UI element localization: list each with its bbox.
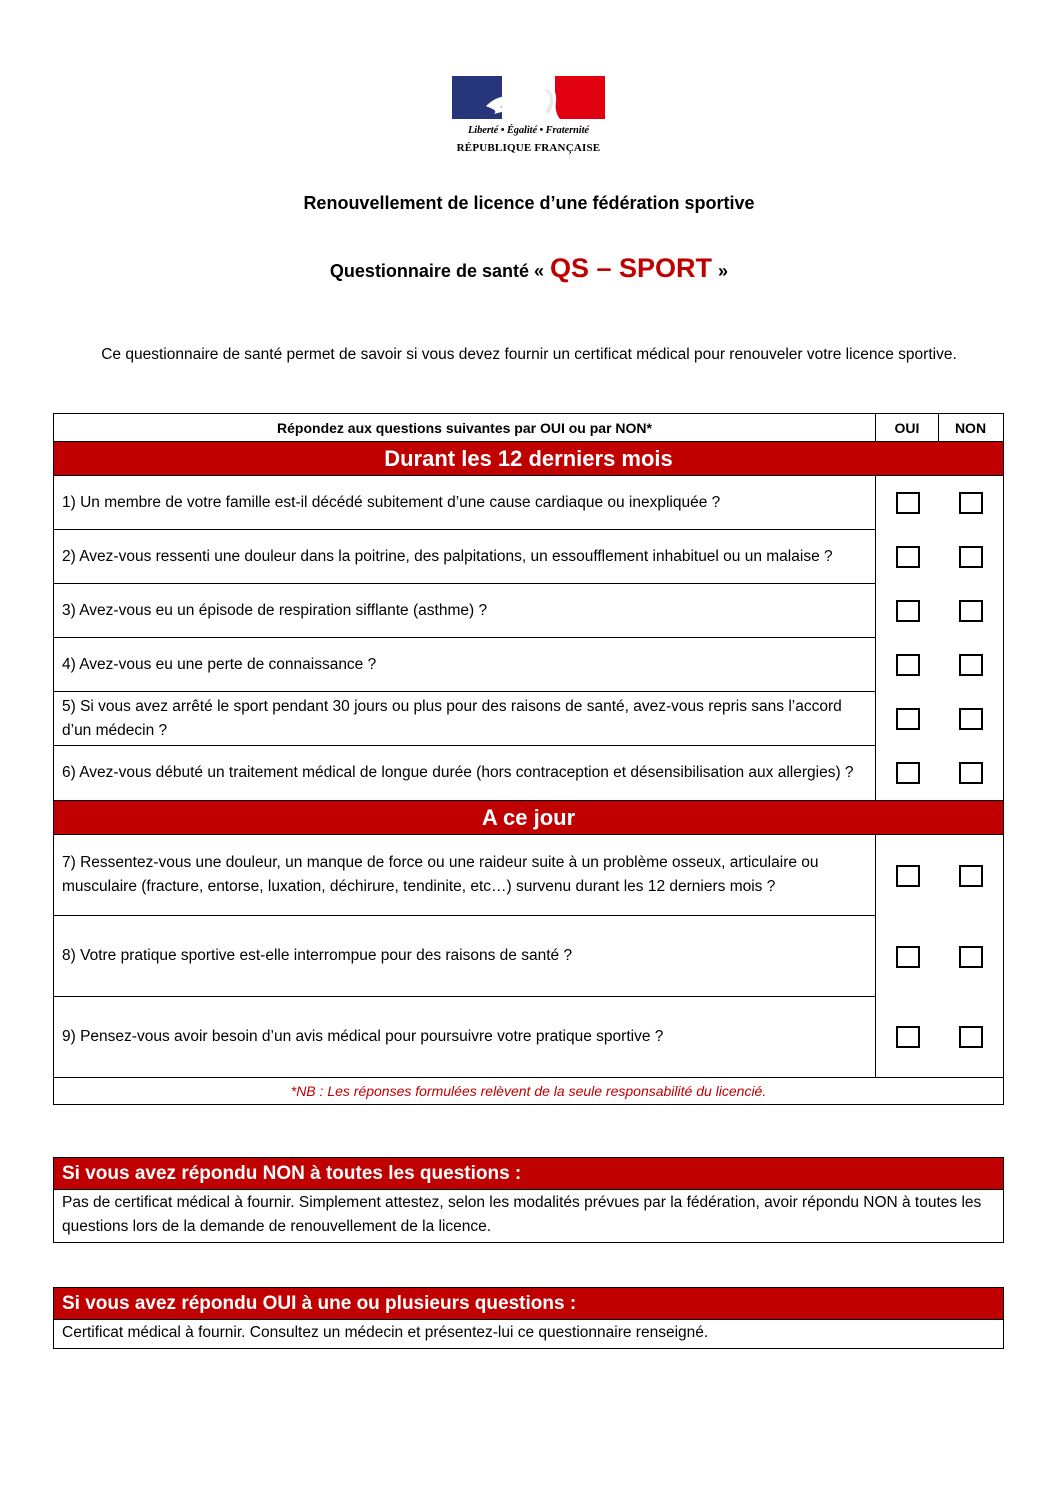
- question-7: 7) Ressentez-vous une douleur, un manque de force ou une raideur suite à un problème osseux, articulaire ou musculaire (fracture, entorse, luxation, déchirure, tendinite, etc…) survenu durant les 12 derniers mois ?: [54, 835, 875, 916]
- checkbox-non-q6[interactable]: [959, 762, 983, 784]
- question-4: 4) Avez-vous eu une perte de connaissance ?: [54, 638, 875, 692]
- logo-republic: RÉPUBLIQUE FRANÇAISE: [456, 142, 601, 154]
- question-8: 8) Votre pratique sportive est-elle interrompue pour des raisons de santé ?: [54, 916, 875, 997]
- checkbox-oui-q2[interactable]: [896, 546, 920, 568]
- section-group-12-months: [54, 476, 1003, 801]
- checkbox-oui-q9[interactable]: [896, 1026, 920, 1048]
- checkbox-oui-q1[interactable]: [896, 492, 920, 514]
- question-6: 6) Avez-vous débuté un traitement médical de longue durée (hors contraception et désensibilisation aux allergies) ?: [62, 764, 854, 781]
- checkbox-oui-q4[interactable]: [896, 654, 920, 676]
- question-3: 3) Avez-vous eu un épisode de respiration sifflante (asthme) ?: [54, 584, 875, 638]
- subtitle-highlight: QS – SPORT: [550, 253, 713, 283]
- result-no-text: Pas de certificat médical à fournir. Simplement attestez, selon les modalités prévues par la fédération, avoir répondu NON à toutes les questions lors de la demande de renouvellement de la licence.: [62, 1194, 982, 1235]
- checkbox-oui-q7[interactable]: [896, 865, 920, 887]
- section-title-12-months: Durant les 12 derniers mois: [54, 442, 1003, 476]
- table-header: [54, 414, 1003, 442]
- subtitle-prefix: Questionnaire de santé «: [329, 261, 544, 281]
- checkbox-oui-q8[interactable]: [896, 946, 920, 968]
- checkbox-non-q9[interactable]: [959, 1026, 983, 1048]
- result-yes-title: Si vous avez répondu OUI à une ou plusieurs questions :: [54, 1288, 1003, 1320]
- result-yes-text: Certificat médical à fournir. Consultez un médecin et présentez-lui ce questionnaire renseigné.: [62, 1324, 709, 1341]
- republique-francaise-logo: [452, 76, 607, 154]
- responsibility-note: *NB : Les réponses formulées relèvent de la seule responsabilité du licencié.: [290, 1083, 767, 1099]
- checkbox-oui-q3[interactable]: [896, 600, 920, 622]
- checkbox-oui-q6[interactable]: [896, 762, 920, 784]
- header-question: Répondez aux questions suivantes par OUI ou par NON*: [54, 414, 876, 441]
- header-non: NON: [954, 419, 987, 436]
- checkbox-non-q3[interactable]: [959, 600, 983, 622]
- checkbox-non-q4[interactable]: [959, 654, 983, 676]
- tricolor-flag: [452, 76, 605, 119]
- question-2: 2) Avez-vous ressenti une douleur dans la poitrine, des palpitations, un essoufflement inhabituel ou un malaise ?: [54, 530, 875, 584]
- question-9: 9) Pensez-vous avoir besoin d’un avis médical pour poursuivre votre pratique sportive ?: [62, 1028, 664, 1045]
- section-group-today: [54, 835, 1003, 1078]
- result-box-yes: [53, 1287, 1004, 1349]
- checkbox-non-q7[interactable]: [959, 865, 983, 887]
- header-oui: OUI: [876, 414, 939, 441]
- checkbox-oui-q5[interactable]: [896, 708, 920, 730]
- page-subtitle: [0, 253, 1058, 284]
- checkbox-non-q8[interactable]: [959, 946, 983, 968]
- section-title-today: A ce jour: [54, 801, 1003, 835]
- checkbox-non-q1[interactable]: [959, 492, 983, 514]
- logo-motto: Liberté • Égalité • Fraternité: [467, 125, 589, 136]
- result-no-title: Si vous avez répondu NON à toutes les questions :: [54, 1158, 1003, 1190]
- intro-text: Ce questionnaire de santé permet de savoir si vous devez fournir un certificat médical pour renouveler votre licence sportive.: [101, 346, 957, 363]
- page-title: Renouvellement de licence d’une fédération sportive: [303, 193, 755, 213]
- questionnaire-table: [53, 413, 1004, 1105]
- checkbox-non-q5[interactable]: [959, 708, 983, 730]
- subtitle-suffix: »: [718, 261, 729, 281]
- checkbox-non-q2[interactable]: [959, 546, 983, 568]
- question-1: 1) Un membre de votre famille est-il décédé subitement d’une cause cardiaque ou inexpliquée ?: [54, 476, 875, 530]
- result-box-no: [53, 1157, 1004, 1243]
- marianne-icon: [452, 76, 605, 119]
- question-5: 5) Si vous avez arrêté le sport pendant 30 jours ou plus pour des raisons de santé, avez-vous repris sans l’accord d’un médecin ?: [54, 692, 875, 746]
